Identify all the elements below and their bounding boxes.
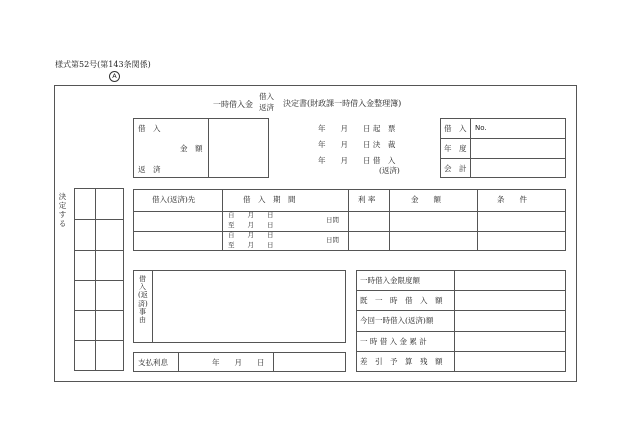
summary-remaining: 差 引 予 算 残 額 xyxy=(360,357,443,366)
draft-date: 年 月 日 起 票 xyxy=(318,124,396,133)
title-option-borrow: 借入 xyxy=(259,92,274,101)
interest-label: 支払利息 xyxy=(138,358,168,367)
period-row-2-unit: 日間 xyxy=(326,236,339,244)
amount-label: 金 額 xyxy=(180,144,203,153)
title-prefix: 一時借入金 xyxy=(213,100,253,109)
period-row-1-to: 至 月 日 xyxy=(228,221,274,229)
summary-current: 今回一時借入(返済)額 xyxy=(360,316,434,325)
ledger-year-label: 年 度 xyxy=(444,144,467,153)
borrowing-sub: (返済) xyxy=(379,166,400,175)
side-label: 決定する xyxy=(58,192,67,228)
form-mark: A xyxy=(109,71,120,82)
decided-date: 年 月 日 決 裁 xyxy=(318,140,396,149)
header-rate: 利 率 xyxy=(358,195,376,204)
ledger-accounting-label: 会 計 xyxy=(444,164,467,173)
header-period: 借 入 期 間 xyxy=(243,195,296,204)
ledger-borrow-label: 借 入 xyxy=(444,124,467,133)
period-row-2-to: 至 月 日 xyxy=(228,241,274,249)
repay-label: 返 済 xyxy=(138,165,161,174)
header-lender: 借入(返済)先 xyxy=(152,195,196,204)
title-suffix: 決定書(財政課一時借入金整理簿) xyxy=(283,99,402,108)
borrow-label: 借 入 xyxy=(138,124,161,133)
form-number: 様式第52号(第143条関係) xyxy=(55,60,151,69)
summary-limit: 一時借入金限度額 xyxy=(360,276,420,285)
borrowing-date: 年 月 日 借 入 xyxy=(318,156,396,165)
title-option-repay: 返済 xyxy=(259,103,274,112)
interest-date: 年 月 日 xyxy=(212,358,265,367)
header-terms: 条 件 xyxy=(497,195,527,204)
period-row-1-unit: 日間 xyxy=(326,216,339,224)
ledger-no: No. xyxy=(475,124,487,132)
period-row-1-from: 自 月 日 xyxy=(228,211,274,219)
summary-cumulative: 一 時 借 入 金 累 計 xyxy=(360,337,427,346)
reason-box xyxy=(133,270,346,343)
period-row-2-from: 自 月 日 xyxy=(228,231,274,239)
reason-label: 借入(返済)事由 xyxy=(138,275,148,325)
summary-existing: 既 一 時 借 入 額 xyxy=(360,296,443,305)
header-amount: 金 額 xyxy=(411,195,441,204)
